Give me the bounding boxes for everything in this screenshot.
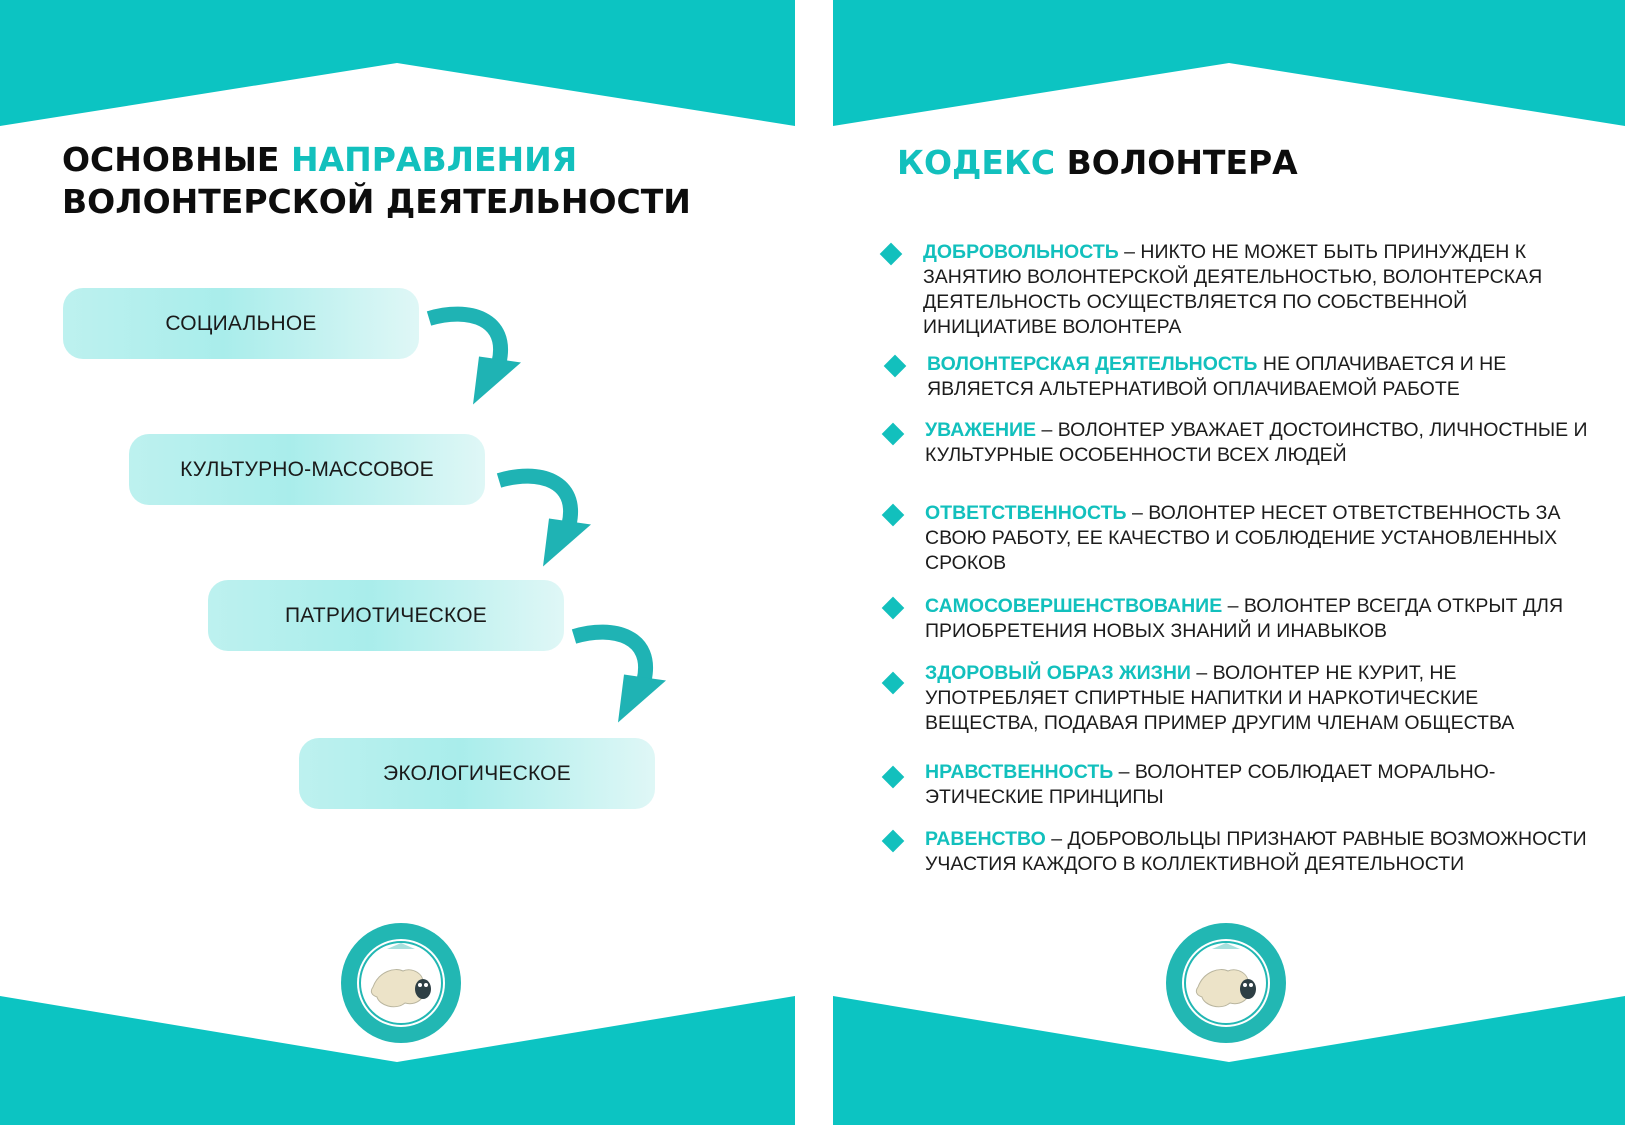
- heading-line1-black: ОСНОВНЫЕ: [62, 140, 291, 179]
- code-item-text: [925, 501, 1593, 576]
- direction-label: ПАТРИОТИЧЕСКОЕ: [285, 603, 487, 627]
- code-item-text: [923, 240, 1591, 340]
- code-term: НРАВСТВЕННОСТЬ: [925, 761, 1114, 783]
- direction-ecological: [299, 738, 655, 809]
- code-item-text: [925, 760, 1593, 810]
- top-banner: [0, 0, 795, 126]
- direction-label: КУЛЬТУРНО-МАССОВОЕ: [180, 457, 434, 481]
- code-term: ДОБРОВОЛЬНОСТЬ: [923, 241, 1119, 263]
- heading-accent: КОДЕКС: [897, 143, 1056, 182]
- direction-patriotic: [208, 580, 564, 651]
- code-term: САМОСОВЕРШЕНСТВОВАНИЕ: [925, 595, 1223, 617]
- code-heading: [897, 142, 1597, 184]
- code-item-text: [925, 661, 1593, 736]
- code-item-text: [925, 418, 1593, 468]
- heading-line2: ВОЛОНТЕРСКОЙ ДЕЯТЕЛЬНОСТИ: [62, 182, 691, 221]
- code-description: – ВОЛОНТЕР УВАЖАЕТ ДОСТОИНСТВО, ЛИЧНОСТНЫЕ И КУЛЬТУРНЫЕ ОСОБЕННОСТИ ВСЕХ ЛЮДЕЙ: [925, 419, 1588, 466]
- curved-arrow-icon: [495, 464, 595, 569]
- silver-volunteers-emblem-icon: [1164, 921, 1288, 1045]
- left-page: [0, 0, 795, 1125]
- top-banner: [833, 0, 1625, 126]
- code-description: – ВОЛОНТЕР НЕ КУРИТ, НЕ УПОТРЕБЛЯЕТ СПИРТНЫЕ НАПИТКИ И НАРКОТИЧЕСКИЕ ВЕЩЕСТВА, ПОДАВАЯ ПРИМЕР ДРУГИМ ЧЛЕНАМ ОБЩЕСТВА: [925, 662, 1515, 734]
- curved-arrow-icon: [425, 302, 525, 407]
- code-description: – НИКТО НЕ МОЖЕТ БЫТЬ ПРИНУЖДЕН К ЗАНЯТИЮ ВОЛОНТЕРСКОЙ ДЕЯТЕЛЬНОСТЬЮ, ВОЛОНТЕРСКАЯ ДЕЯТЕЛЬНОСТЬ ОСУЩЕСТВЛЯЕТСЯ ПО СОБСТВЕННОЙ ИНИЦИАТИВЕ ВОЛОНТЕРА: [923, 241, 1543, 338]
- code-item-text: [925, 827, 1593, 877]
- code-item-text: [925, 594, 1593, 644]
- code-term: ОТВЕТСТВЕННОСТЬ: [925, 502, 1127, 524]
- direction-social: [63, 288, 419, 359]
- code-item-text: [927, 352, 1595, 402]
- directions-heading: [62, 139, 782, 223]
- direction-label: СОЦИАЛЬНОЕ: [165, 311, 317, 335]
- code-term: ЗДОРОВЫЙ ОБРАЗ ЖИЗНИ: [925, 662, 1191, 684]
- code-description: – ВОЛОНТЕР НЕСЕТ ОТВЕТСТВЕННОСТЬ ЗА СВОЮ РАБОТУ, ЕЕ КАЧЕСТВО И СОБЛЮДЕНИЕ УСТАНОВЛЕННЫХ СРОКОВ: [925, 502, 1561, 574]
- silver-volunteers-emblem-icon: [339, 921, 463, 1045]
- code-description: НЕ ОПЛАЧИВАЕТСЯ И НЕ ЯВЛЯЕТСЯ АЛЬТЕРНАТИВОЙ ОПЛАЧИВАЕМОЙ РАБОТЕ: [927, 353, 1507, 400]
- direction-label: ЭКОЛОГИЧЕСКОЕ: [383, 761, 571, 785]
- curved-arrow-icon: [570, 620, 670, 725]
- right-page: [833, 0, 1625, 1125]
- code-term: ВОЛОНТЕРСКАЯ ДЕЯТЕЛЬНОСТЬ: [927, 353, 1258, 375]
- code-description: – ДОБРОВОЛЬЦЫ ПРИЗНАЮТ РАВНЫЕ ВОЗМОЖНОСТИ УЧАСТИЯ КАЖДОГО В КОЛЛЕКТИВНОЙ ДЕЯТЕЛЬНОСТИ: [925, 828, 1587, 875]
- code-term: РАВЕНСТВО: [925, 828, 1046, 850]
- heading-line1-accent: НАПРАВЛЕНИЯ: [290, 140, 578, 179]
- direction-cultural: [129, 434, 485, 505]
- code-description: – ВОЛОНТЕР СОБЛЮДАЕТ МОРАЛЬНО-ЭТИЧЕСКИЕ ПРИНЦИПЫ: [925, 761, 1496, 808]
- code-description: – ВОЛОНТЕР ВСЕГДА ОТКРЫТ ДЛЯ ПРИОБРЕТЕНИЯ НОВЫХ ЗНАНИЙ И ИНАВЫКОВ: [925, 595, 1564, 642]
- heading-black: ВОЛОНТЕРА: [1055, 143, 1298, 182]
- code-term: УВАЖЕНИЕ: [925, 419, 1037, 441]
